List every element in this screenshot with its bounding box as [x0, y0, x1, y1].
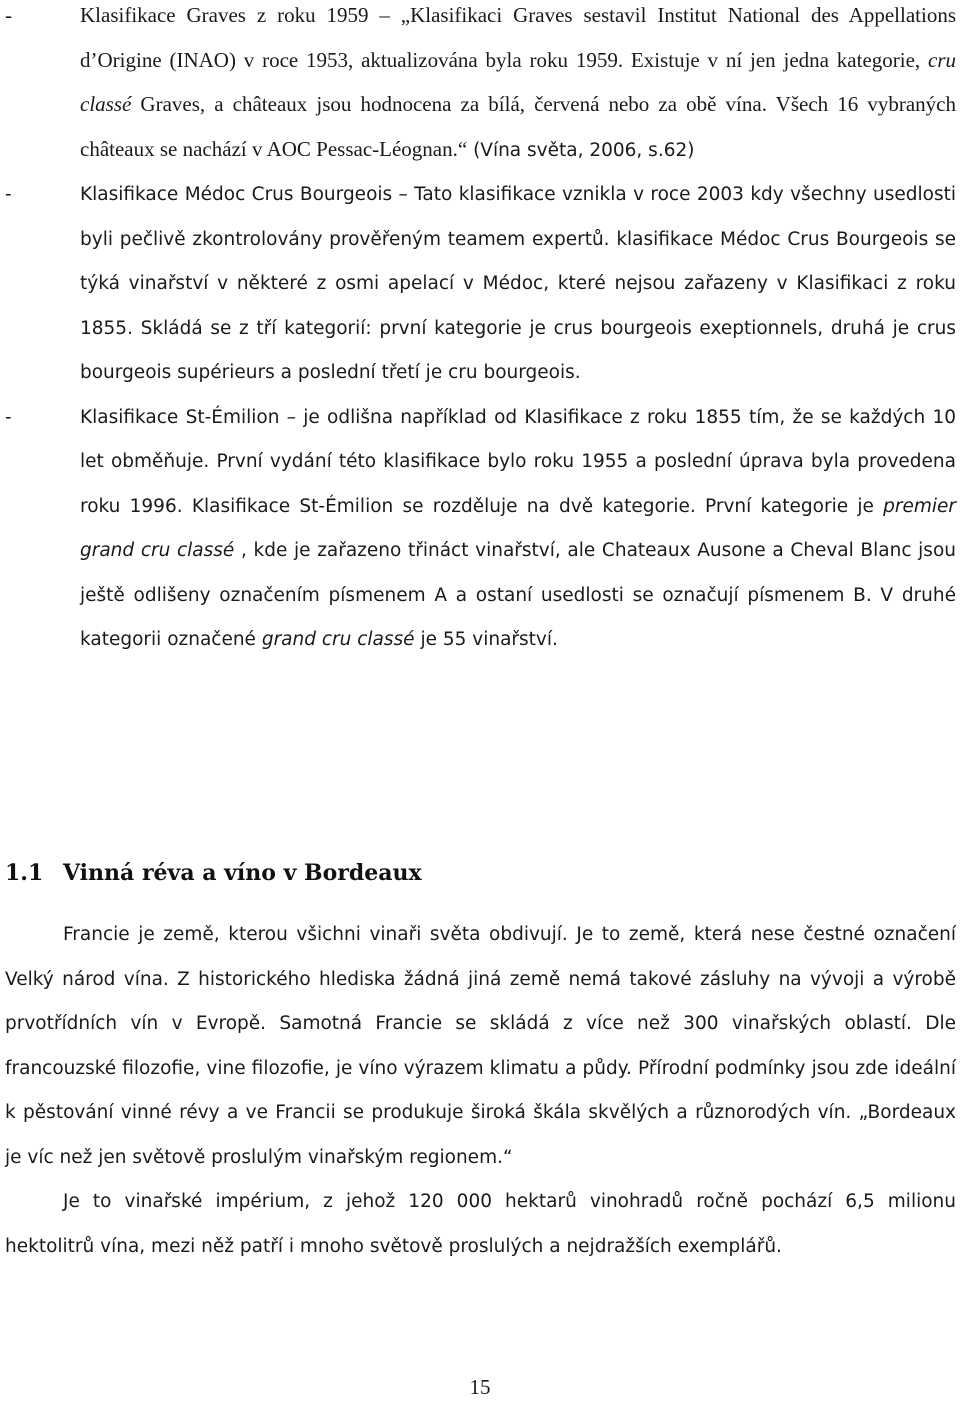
- bullet-medoc: [0, 173, 960, 396]
- bullet-italic-term-2: grand cru classé: [261, 629, 415, 650]
- bullet-graves: [0, 0, 960, 173]
- bullet-text-continued: , kde je zařazeno třináct vinařství, ale Chateaux Ausone a Cheval Blanc jsou ještě odlišeny označením písmenem A a ostaní usedlosti se označují písmenem B. V druhé kategorii označené: [80, 540, 956, 650]
- bullet-text-end: je 55 vinařství.: [414, 629, 558, 650]
- section-number: 1.1: [5, 860, 44, 886]
- bullet-italic-term: premier grand cru classé: [80, 495, 956, 561]
- bullet-st-emilion: [0, 396, 960, 663]
- paragraph: Je to vinařské impérium, z jehož 120 000 hektarů vinohradů ročně pochází 6,5 milionu hektolitrů vína, mezi něž patří i mnoho světově proslulých a nejdražších exemplářů.: [5, 1191, 956, 1257]
- citation: (Vína světa, 2006, s.62): [467, 139, 695, 161]
- paragraph: Francie je země, kterou všichni vinaři světa obdivují. Je to země, která nese čestné označení Velký národ vína. Z historického hlediska žádná jiná země nemá takové zásluhy na vývoji a výrobě prvotřídních vín v Evropě. Samotná Francie se skládá z více než 300 vinařských oblastí. Dle francouzské filozofie, vine filozofie, je víno výrazem klimatu a půdy. Přírodní podmínky jsou zde ideální k pěstování vinné révy a ve Francii se produkuje široká škála skvělých a různorodých vín. „Bordeaux je víc než jen světově proslulým vinařským regionem.“: [5, 924, 956, 1168]
- bullet-text: Klasifikace Médoc Crus Bourgeois – Tato klasifikace vznikla v roce 2003 kdy všechny usedlosti byli pečlivě zkontrolovány prověřeným teamem expertů. klasifikace Médoc Crus Bourgeois se týká vinařství v některé z osmi apelací v Médoc, které nejsou zařazeny v Klasifikaci z roku 1855. Skládá se z tří kategorií: první kategorie je crus bourgeois exeptionnels, druhá je crus bourgeois supérieurs a poslední třetí je cru bourgeois.: [80, 184, 956, 383]
- bullet-marker: -: [5, 3, 12, 27]
- section-body: [5, 913, 956, 1269]
- section-heading: [5, 855, 422, 891]
- bullet-text-continued: Graves, a châteaux jsou hodnocena za bílá, červená nebo za obě vína. Všech 16 vybraných châteaux se nachází v AOC Pessac-Léognan.“: [80, 92, 956, 161]
- bullet-text: Klasifikace Graves z roku 1959 – „Klasifikaci Graves sestavil Institut National des Appellations d’Origine (INAO) v roce 1953, aktualizována byla roku 1959. Existuje v ní jen jedna kategorie,: [80, 3, 956, 72]
- section-title: Vinná réva a víno v Bordeaux: [63, 860, 422, 886]
- bullet-italic-term: cru classé: [80, 47, 956, 116]
- bullet-marker: -: [5, 184, 12, 205]
- bullet-text: Klasifikace St-Émilion – je odlišna například od Klasifikace z roku 1855 tím, že se každých 10 let obměňuje. První vydání této klasifikace bylo roku 1955 a poslední úprava byla provedena roku 1996. Klasifikace St-Émilion se rozděluje na dvě kategorie. První kategorie je: [80, 406, 956, 517]
- page-number: 15: [469, 1375, 491, 1399]
- bullet-marker: -: [5, 406, 12, 428]
